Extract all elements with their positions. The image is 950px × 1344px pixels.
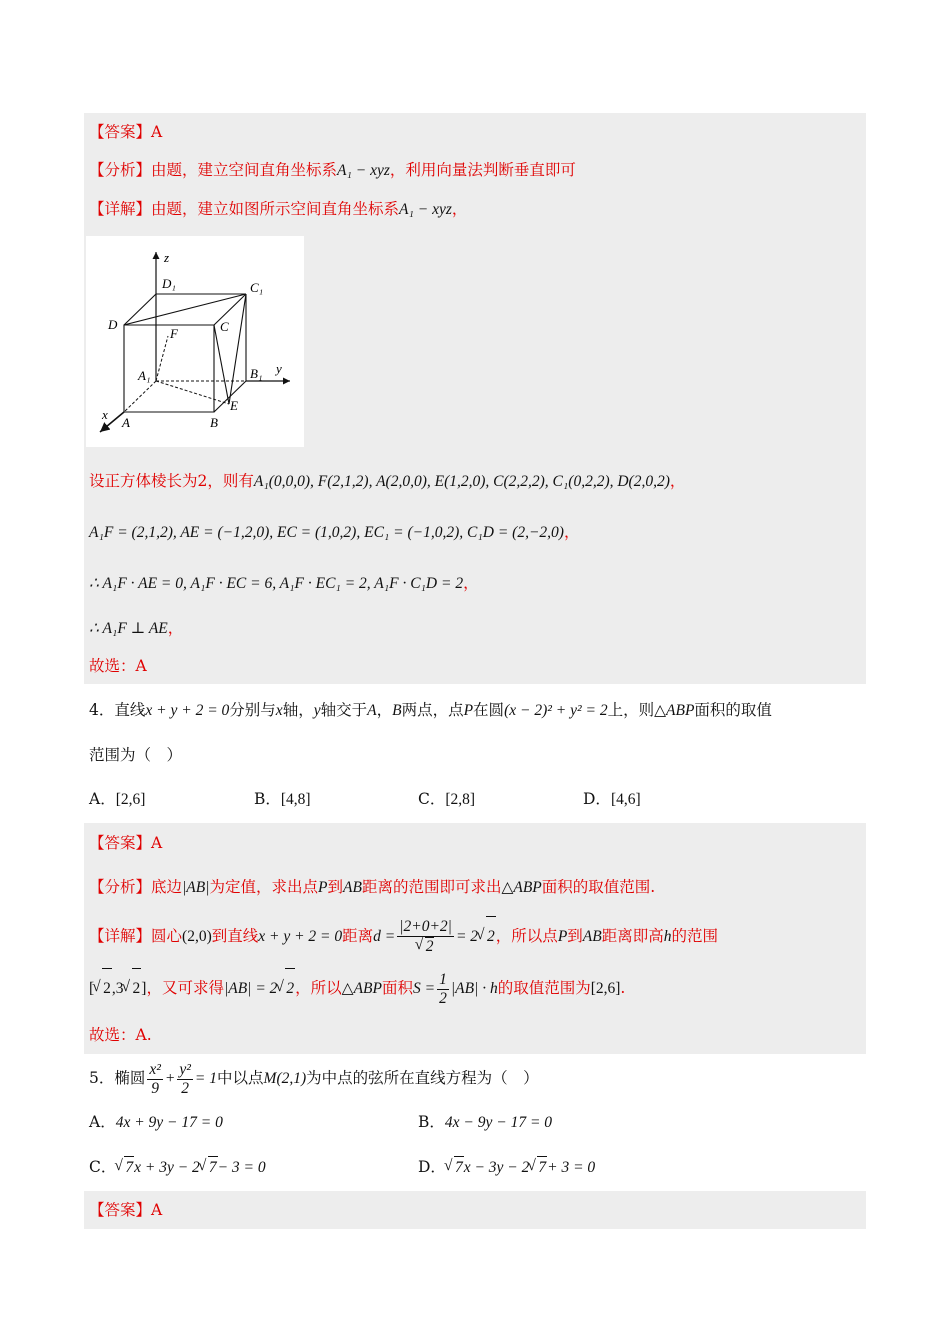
q5-stem-line: 5．椭圆 $\frac{\text{x²}}{9}$ + $\frac{\text{y²}}{2}$ = 1中以点M(2,1)为中点的弦所在直线方程为（ ） bbox=[89, 1060, 539, 1097]
q3-perp-line: ∴ A₁F ⊥ AE， bbox=[89, 619, 184, 637]
detail-tag: 【详解】 bbox=[89, 927, 152, 945]
q4-stem-line1: 4．直线x + y + 2 = 0分别与x轴，y轴交于A，B两点，点P在圆(x − 2)² + y² = 2上，则△ABP面积的取值 bbox=[89, 701, 772, 719]
analysis-tag: 【分析】 bbox=[89, 161, 152, 179]
label-y: y bbox=[276, 361, 282, 376]
cube-diagram bbox=[86, 236, 304, 447]
label-d1: D₁ bbox=[162, 276, 176, 291]
q3-coords-line: 设正方体棱长为2，则有A₁(0,0,0), F(2,1,2), A(2,0,0), E(1,2,0), C(2,2,2), C₁(0,2,2), D(2,0,2)， bbox=[89, 472, 686, 490]
answer-tag: 【答案】 bbox=[89, 834, 152, 852]
label-c: C bbox=[220, 319, 229, 334]
q4-option-d[interactable]: D．[4,6] bbox=[583, 790, 641, 808]
label-c1: C₁ bbox=[250, 280, 264, 295]
label-z: z bbox=[164, 250, 170, 265]
q3-vectors-line: A₁F = (2,1,2), AE = (−1,2,0), EC = (1,0,2), EC₁ = (−1,0,2), C₁D = (2,−2,0)， bbox=[89, 523, 580, 541]
q4-choice-line: 故选：A. bbox=[89, 1026, 152, 1044]
q3-detail-line: 【详解】由题，建立如图所示空间直角坐标系A₁ − xyz， bbox=[89, 200, 468, 218]
label-f: F bbox=[170, 326, 178, 341]
answer-value: A bbox=[151, 834, 163, 852]
label-b: B bbox=[210, 415, 218, 430]
q4-number: 4． bbox=[89, 701, 115, 719]
q3-analysis-line: 【分析】由题，建立空间直角坐标系A₁ − xyz，利用向量法判断垂直即可 bbox=[89, 161, 576, 179]
label-d: D bbox=[108, 317, 118, 332]
q3-dots-line: ∴ A₁F · AE = 0, A₁F · EC = 6, A₁F · EC₁ = 2, A₁F · C₁D = 2， bbox=[89, 574, 479, 592]
q4-detail-line: 【详解】圆心(2,0)到直线x + y + 2 = 0距离d = |2+0+2| √ 2 = 2√ 2，所以点P到AB距离即高h的范围 bbox=[89, 916, 718, 957]
q5-option-a[interactable]: A．4x + 9y − 17 = 0 bbox=[89, 1113, 223, 1131]
q5-option-d[interactable]: D．√ 7x − 3y − 2√ 7+ 3 = 0 bbox=[418, 1156, 595, 1179]
q4-option-a[interactable]: A．[2,6] bbox=[89, 790, 146, 808]
q3-answer-line bbox=[89, 121, 162, 143]
q4-stem-line2: 范围为（ ） bbox=[89, 746, 183, 764]
label-b1: B₁ bbox=[250, 366, 263, 381]
q5-option-c[interactable]: C．√ 7x + 3y − 2√ 7− 3 = 0 bbox=[89, 1156, 266, 1179]
label-x: x bbox=[102, 407, 108, 422]
answer-value: A bbox=[151, 123, 163, 141]
q4-option-b[interactable]: B．[4,8] bbox=[254, 790, 311, 808]
q5-answer-panel bbox=[84, 1191, 866, 1229]
detail-tag: 【详解】 bbox=[89, 200, 152, 218]
label-a: A bbox=[122, 415, 130, 430]
q4-detail-line2: [√ 2,3√ 2]，又可求得|AB| = 2√ 2，所以△ABP面积S = $\frac{1}{2}$ |AB| · h的取值范围为[2,6]. bbox=[89, 968, 625, 1009]
q4-option-c[interactable]: C．[2,8] bbox=[418, 790, 476, 808]
analysis-tag: 【分析】 bbox=[89, 878, 152, 896]
label-e: E bbox=[230, 398, 238, 413]
answer-value: A bbox=[151, 1201, 163, 1219]
q4-analysis-line: 【分析】底边|AB|为定值，求出点P到AB距离的范围即可求出△ABP面积的取值范围. bbox=[89, 878, 656, 896]
q5-answer-line bbox=[89, 1199, 162, 1221]
q5-option-b[interactable]: B．4x − 9y − 17 = 0 bbox=[418, 1113, 553, 1131]
answer-tag: 【答案】 bbox=[89, 123, 152, 141]
answer-tag: 【答案】 bbox=[89, 1201, 152, 1219]
q5-number: 5． bbox=[89, 1069, 115, 1087]
q4-answer-line bbox=[89, 832, 162, 854]
q3-choice-line: 故选：A bbox=[89, 657, 147, 675]
cube-figure bbox=[86, 236, 304, 447]
label-a1: A₁ bbox=[138, 368, 151, 383]
